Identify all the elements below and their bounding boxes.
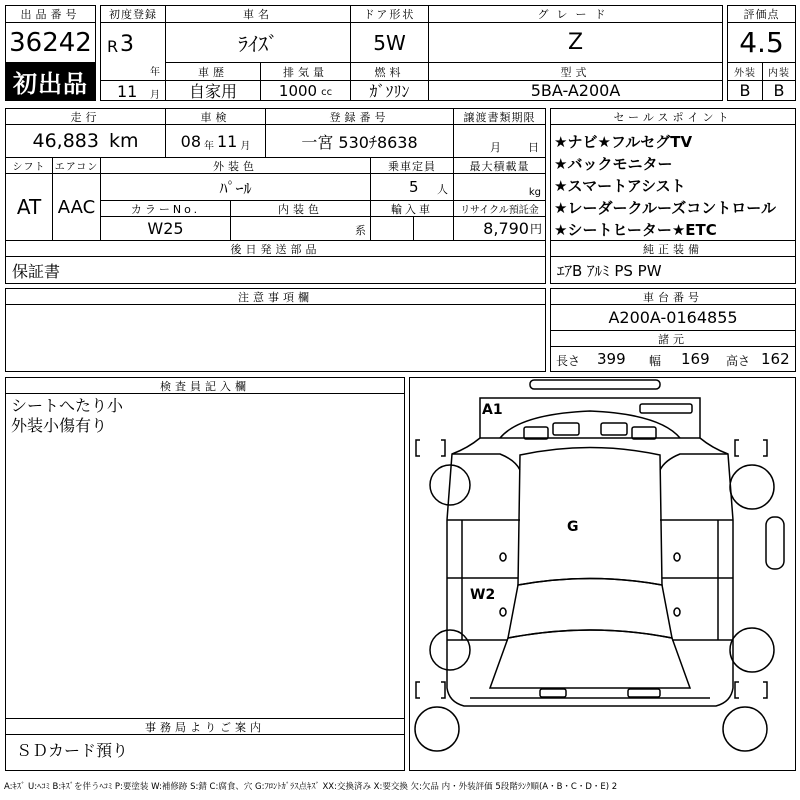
transfer-day-unit: 日 xyxy=(528,141,539,154)
sales-point-item: ★シートヒーター★ETC xyxy=(554,221,717,239)
first-listing-badge: 初出品 xyxy=(5,62,96,101)
sales-points-label: セールスポイント xyxy=(550,108,796,125)
history-label: 車歴 xyxy=(165,62,261,81)
interior-color-label: 内装色 xyxy=(230,200,371,217)
import-car-check-cell xyxy=(413,216,454,241)
inspection-year: 08 xyxy=(180,131,201,151)
first-registration-year-cell xyxy=(100,22,166,81)
exterior-color-label: 外装色 xyxy=(100,157,371,174)
exterior-grade: B xyxy=(727,80,763,101)
year-unit: 年 xyxy=(150,67,160,78)
capacity: 5 xyxy=(409,178,419,196)
transfer-deadline-cell xyxy=(453,124,546,158)
model-code: 5BA-A200A xyxy=(428,80,723,101)
registration-year: 3 xyxy=(120,32,134,57)
bracket-icon xyxy=(735,440,767,456)
listing-number: 36242 xyxy=(5,22,96,63)
era: R xyxy=(107,37,119,56)
registration-number: 一宮 530ﾁ8638 xyxy=(265,124,454,158)
door-handle-icon xyxy=(500,608,506,616)
door-handle-icon xyxy=(674,608,680,616)
bracket-icon xyxy=(416,682,445,698)
recycle-fee-unit: 円 xyxy=(529,222,542,236)
aircon: AAC xyxy=(52,173,101,241)
registration-month: 11 xyxy=(117,82,138,101)
height-label: 高さ xyxy=(726,354,751,368)
door-handle-icon xyxy=(674,553,680,561)
recycle-fee-cell xyxy=(453,216,546,241)
first-registration-label: 初度登録 xyxy=(100,5,166,23)
exterior-color: ﾊﾟｰﾙ xyxy=(100,173,371,201)
body-outline xyxy=(447,398,733,706)
car-name: ﾗｲｽﾞ xyxy=(165,22,351,63)
notes-body xyxy=(5,304,546,372)
rear-glass-segment xyxy=(632,427,656,439)
inspection-label: 車検 xyxy=(165,108,266,125)
specs-label: 諸元 xyxy=(550,330,796,347)
recycle-fee: 8,790 xyxy=(483,219,529,238)
recycle-fee-label: リサイクル預託金 xyxy=(453,200,546,217)
roof-outline xyxy=(518,448,662,586)
length-label: 長さ xyxy=(556,354,581,368)
office-notice: ＳＤカード預り xyxy=(5,734,405,771)
rear-glass-segment xyxy=(524,427,548,439)
damage-mark: A1 xyxy=(482,402,503,418)
spare-wheel-icon xyxy=(415,707,459,751)
fuel-label: 燃料 xyxy=(350,62,429,81)
equipment-label: 純正装備 xyxy=(550,240,796,257)
sales-point-item: ★バックモニター xyxy=(554,155,673,173)
width-label: 幅 xyxy=(649,354,662,368)
rear-gate-arch xyxy=(500,411,680,438)
sales-point-item: ★レーダークルーズコントロール xyxy=(554,199,776,217)
right-door-lines xyxy=(660,520,733,640)
mileage-unit: km xyxy=(108,130,139,152)
vehicle-diagram-box xyxy=(409,377,796,771)
door-type-label: ドア形状 xyxy=(350,5,429,23)
transfer-deadline-label: 譲渡書類期限 xyxy=(453,108,546,125)
side-mirror-shape xyxy=(766,517,784,569)
office-notice-label: 事務局よりご案内 xyxy=(5,718,405,735)
model-label: 型式 xyxy=(428,62,723,81)
interior-grade-label: 内装 xyxy=(762,62,796,81)
height: 162 xyxy=(761,350,790,368)
inspector-note-line: 外装小傷有り xyxy=(11,416,108,435)
import-car-label: 輸入車 xyxy=(370,200,454,217)
inspector-notes-label: 検査員記入欄 xyxy=(5,377,405,394)
interior-color-cell xyxy=(230,216,371,241)
shift: AT xyxy=(5,173,53,241)
inspection-year-unit: 年 xyxy=(204,140,214,152)
transfer-month-unit: 月 xyxy=(490,141,501,154)
front-lamp-shape xyxy=(540,689,566,697)
registration-number-label: 登録番号 xyxy=(265,108,454,125)
vehicle-damage-diagram xyxy=(409,377,796,771)
displacement: 1000 xyxy=(278,81,318,100)
damage-mark: G xyxy=(567,519,579,535)
door-handle-icon xyxy=(500,553,506,561)
inspection-month-unit: 月 xyxy=(240,140,251,152)
car-name-label: 車名 xyxy=(165,5,351,23)
width: 169 xyxy=(681,350,710,368)
shift-label: シフト xyxy=(5,157,53,174)
color-number-label: カラーNo. xyxy=(100,200,231,217)
left-rear-quarter xyxy=(452,454,520,470)
displacement-cell xyxy=(260,80,351,101)
fuel: ｶﾞｿﾘﾝ xyxy=(350,80,429,101)
chassis-number-label: 車台番号 xyxy=(550,288,796,305)
length: 399 xyxy=(597,350,626,368)
left-door-lines xyxy=(447,520,520,640)
mileage-label: 走行 xyxy=(5,108,166,125)
inspection-month: 11 xyxy=(217,131,238,151)
max-load-label: 最大積載量 xyxy=(453,157,546,174)
specs-cell xyxy=(550,346,796,372)
month-unit: 月 xyxy=(150,90,160,101)
displacement-label: 排気量 xyxy=(260,62,351,81)
exterior-grade-label: 外装 xyxy=(727,62,763,81)
wheel-icon xyxy=(730,628,774,672)
right-rear-quarter xyxy=(660,454,728,470)
listing-number-label: 出品番号 xyxy=(5,5,96,23)
interior-grade: B xyxy=(762,80,796,101)
aircon-label: エアコン xyxy=(52,157,101,174)
import-car-cell xyxy=(370,216,414,241)
later-parts: 保証書 xyxy=(5,256,546,284)
sales-point-item: ★ナビ★フルセグTV xyxy=(554,133,693,151)
displacement-unit: cc xyxy=(321,87,333,98)
front-lamp-shape xyxy=(628,689,660,697)
score-label: 評価点 xyxy=(727,5,796,23)
capacity-label: 乗車定員 xyxy=(370,157,454,174)
grade-label: グレード xyxy=(428,5,723,23)
interior-color-unit: 系 xyxy=(355,224,366,237)
sales-points-list xyxy=(550,124,796,241)
mileage-cell xyxy=(5,124,166,158)
capacity-cell xyxy=(370,173,454,201)
inspection-cell xyxy=(165,124,266,158)
sales-point-item: ★スマートアシスト xyxy=(554,177,686,195)
notes-label: 注意事項欄 xyxy=(5,288,546,305)
later-parts-label: 後日発送部品 xyxy=(5,240,546,257)
inspector-note-line: シートへたり小 xyxy=(11,396,124,415)
spare-wheel-icon xyxy=(723,707,767,751)
max-load-cell xyxy=(453,173,546,201)
color-number: W25 xyxy=(100,216,231,241)
rear-glass-segment xyxy=(601,423,627,435)
door-type: 5W xyxy=(350,22,429,63)
max-load-unit: kg xyxy=(528,187,541,198)
rear-bumper-shape xyxy=(530,380,660,389)
mileage: 46,883 xyxy=(32,130,99,152)
capacity-unit: 人 xyxy=(437,183,448,196)
inspector-notes xyxy=(5,393,405,719)
wheel-icon xyxy=(430,630,470,670)
hood-outline xyxy=(490,630,690,688)
bracket-icon xyxy=(735,682,767,698)
first-registration-month-cell xyxy=(100,80,166,101)
rear-glass-segment xyxy=(553,423,579,435)
history: 自家用 xyxy=(165,80,261,101)
bracket-icon xyxy=(416,440,445,456)
damage-mark: W2 xyxy=(470,587,496,603)
grade: Z xyxy=(428,22,723,63)
rear-lamp-shape xyxy=(640,404,692,413)
damage-code-legend: A:ｷｽﾞ U:ﾍｺﾐ B:ｷｽﾞを伴うﾍｺﾐ P:要塗装 W:補修跡 S:錆 C:腐食、穴 G:ﾌﾛﾝﾄｶﾞﾗｽ点ｷｽﾞ XX:交換済み X:要交換 欠:欠品 内・外装評価 5段階ﾗﾝｸ順(A・B・C・D・E) 2 xyxy=(4,782,618,792)
windshield-outline xyxy=(508,579,672,639)
wheel-icon xyxy=(730,465,774,509)
score: 4.5 xyxy=(727,22,796,63)
chassis-number: A200A-0164855 xyxy=(550,304,796,331)
equipment: ｴｱB ｱﾙﾐ PS PW xyxy=(550,256,796,284)
